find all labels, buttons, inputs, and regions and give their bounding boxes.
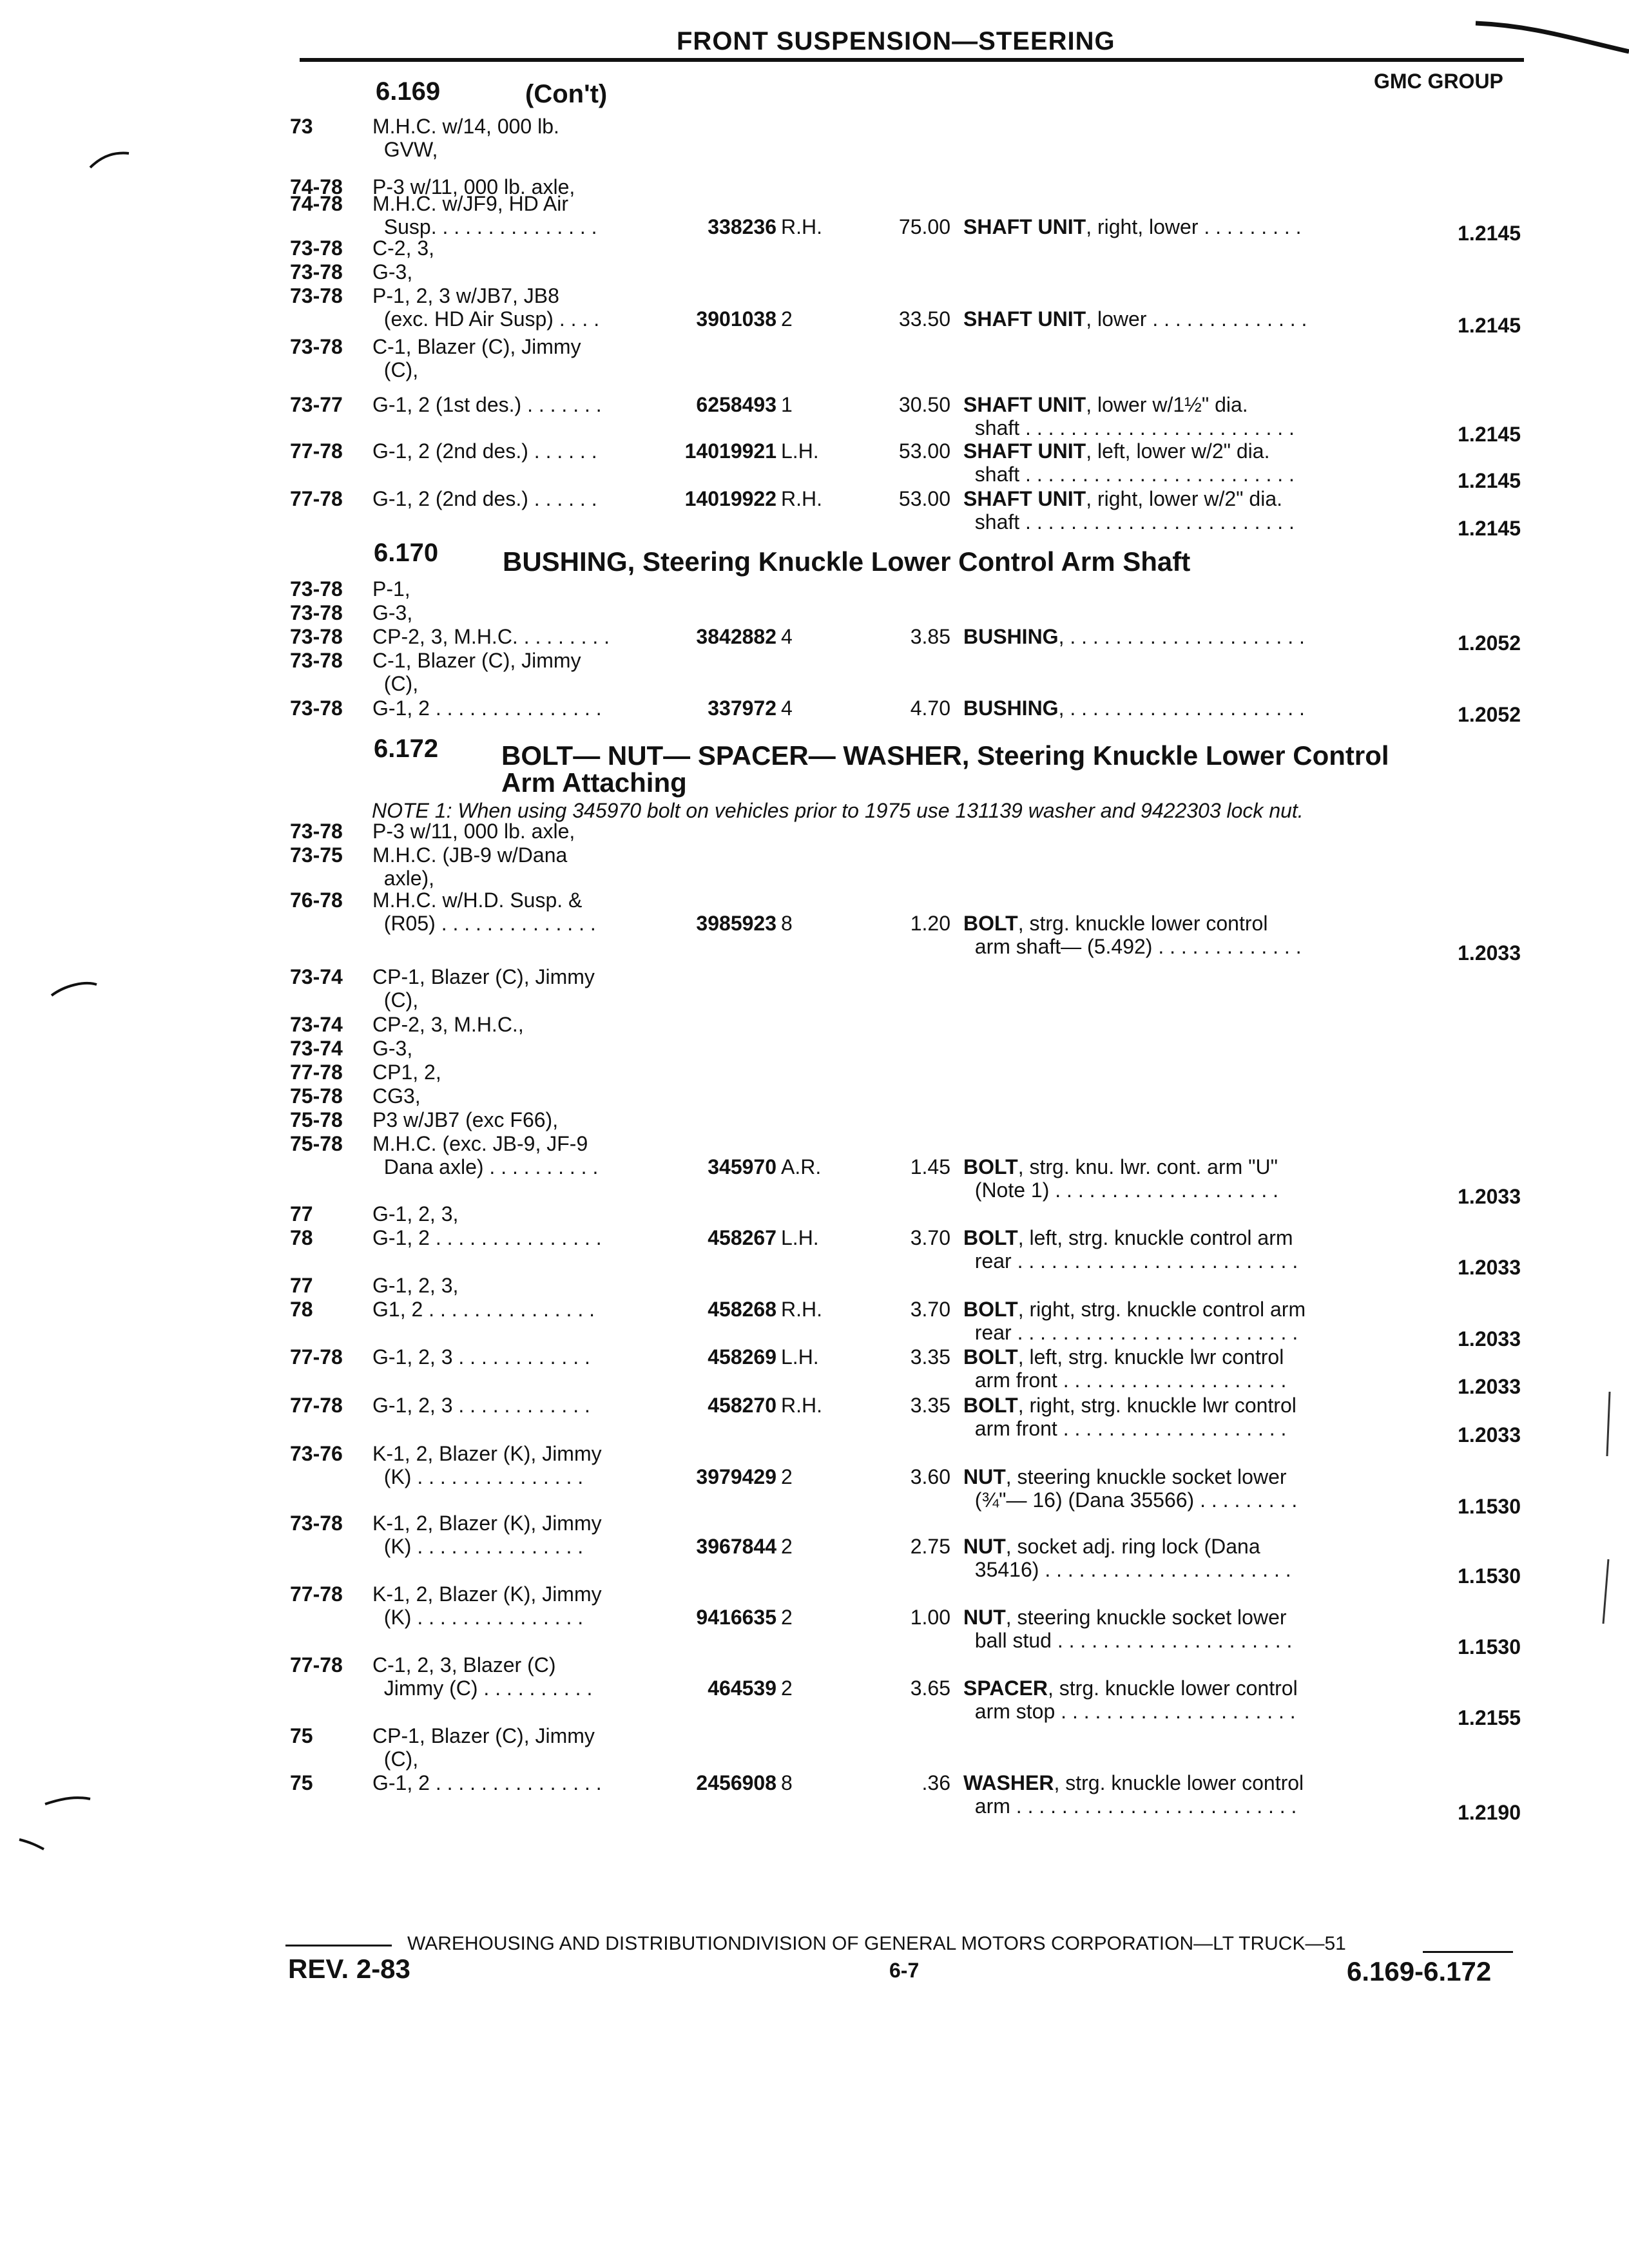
quantity: L.H. — [781, 1345, 819, 1369]
section-number-6169: 6.169 — [376, 77, 441, 106]
part-number: 458267 — [708, 1226, 776, 1249]
model-years: 78 — [290, 1298, 313, 1321]
list-price: 3.85 — [910, 625, 950, 648]
application: P-1, — [372, 577, 410, 601]
application: C-1, Blazer (C), Jimmy (C), — [372, 649, 581, 695]
model-years: 73-77 — [290, 393, 343, 416]
application: G-3, — [372, 601, 413, 624]
list-price: 3.35 — [910, 1345, 950, 1369]
quantity: A.R. — [781, 1155, 822, 1178]
catalog-number: 1.2033 — [1458, 941, 1521, 965]
part-name: SPACER — [963, 1677, 1048, 1700]
catalog-number: 1.1530 — [1458, 1495, 1521, 1518]
application: G-1, 2 . . . . . . . . . . . . . . . — [372, 1771, 602, 1794]
part-number: 6258493 — [696, 393, 776, 416]
application: G-1, 2 (2nd des.) . . . . . . — [372, 487, 597, 510]
catalog-number: 1.2155 — [1458, 1706, 1521, 1729]
application: G-1, 2 (2nd des.) . . . . . . — [372, 439, 597, 463]
list-price: 3.70 — [910, 1298, 950, 1321]
quantity: R.H. — [781, 215, 822, 238]
model-years: 77-78 — [290, 487, 343, 510]
application: K-1, 2, Blazer (K), Jimmy (K) . . . . . . . . . . . . . . . — [372, 1512, 602, 1558]
model-years: 73-78 — [290, 260, 343, 284]
part-detail: , left, strg. knuckle lwr control arm front . . . . . . . . . . . . . . . . . . . . — [974, 1345, 1287, 1392]
application: CP-2, 3, M.H.C., — [372, 1013, 524, 1036]
model-years: 74-78 — [290, 192, 343, 215]
part-name: BOLT — [963, 1298, 1018, 1321]
part-name: SHAFT UNIT — [963, 487, 1086, 510]
quantity: 2 — [781, 1606, 793, 1629]
list-price: 3.70 — [910, 1226, 950, 1249]
application: G1, 2 . . . . . . . . . . . . . . . — [372, 1298, 595, 1321]
footer-page-number: 6-7 — [889, 1959, 920, 1982]
catalog-number: 1.2145 — [1458, 222, 1521, 245]
list-price: 1.45 — [910, 1155, 950, 1178]
model-years: 78 — [290, 1226, 313, 1249]
application: CP-2, 3, M.H.C. . . . . . . . . — [372, 625, 610, 648]
list-price: 3.60 — [910, 1465, 950, 1488]
part-detail: , socket adj. ring lock (Dana 35416) . . . . . . . . . . . . . . . . . . . . . . — [974, 1535, 1291, 1581]
application: G-1, 2, 3, — [372, 1274, 459, 1297]
application: M.H.C. w/14, 000 lb. GVW, — [372, 115, 559, 161]
quantity: R.H. — [781, 1298, 822, 1321]
part-name: SHAFT UNIT — [963, 439, 1086, 463]
part-number: 3985923 — [696, 912, 776, 935]
list-price: .36 — [921, 1771, 950, 1794]
model-years: 73-78 — [290, 236, 343, 260]
quantity: L.H. — [781, 1226, 819, 1249]
catalog-number: 1.2052 — [1458, 703, 1521, 726]
application: CG3, — [372, 1084, 421, 1108]
model-years: 73-78 — [290, 820, 343, 843]
model-years: 73-74 — [290, 965, 343, 988]
application: G-1, 2, 3, — [372, 1202, 459, 1225]
list-price: 1.20 — [910, 912, 950, 935]
list-price: 1.00 — [910, 1606, 950, 1629]
model-years: 73-75 — [290, 843, 343, 867]
part-detail: , lower w/1½" dia. shaft . . . . . . . . . . . . . . . . . . . . . . . . — [974, 393, 1295, 439]
model-years: 75-78 — [290, 1084, 343, 1108]
part-name: NUT — [963, 1606, 1006, 1629]
application: G-1, 2, 3 . . . . . . . . . . . . — [372, 1345, 590, 1369]
part-name: SHAFT UNIT — [963, 307, 1086, 331]
quantity: R.H. — [781, 1394, 822, 1417]
part-number: 3967844 — [696, 1535, 776, 1558]
part-number: 458270 — [708, 1394, 776, 1417]
model-years: 77-78 — [290, 1061, 343, 1084]
part-name: BOLT — [963, 1345, 1018, 1369]
model-years: 73-78 — [290, 625, 343, 648]
part-detail: , strg. knuckle lower control arm shaft— (5.492) . . . . . . . . . . . . . — [974, 912, 1302, 958]
model-years: 77-78 — [290, 1653, 343, 1677]
catalog-number: 1.1530 — [1458, 1635, 1521, 1658]
model-years: 73-78 — [290, 1512, 343, 1535]
application: M.H.C. (JB-9 w/Dana axle), — [372, 843, 568, 890]
catalog-number: 1.1530 — [1458, 1564, 1521, 1588]
quantity: 2 — [781, 1465, 793, 1488]
part-detail: , right, lower w/2" dia. shaft . . . . . . . . . . . . . . . . . . . . . . . . — [974, 487, 1295, 533]
catalog-number: 1.2033 — [1458, 1185, 1521, 1208]
model-years: 73-78 — [290, 577, 343, 601]
application: P-3 w/11, 000 lb. axle, — [372, 175, 575, 198]
quantity: 4 — [781, 697, 793, 720]
part-detail: , strg. knuckle lower control arm stop . . . . . . . . . . . . . . . . . . . . . — [974, 1677, 1298, 1723]
part-number: 3901038 — [696, 307, 776, 331]
application: G-1, 2 . . . . . . . . . . . . . . . — [372, 1226, 602, 1249]
part-name: NUT — [963, 1465, 1006, 1488]
model-years: 77-78 — [290, 1345, 343, 1369]
part-detail: , . . . . . . . . . . . . . . . . . . . . . — [1058, 697, 1305, 720]
part-number: 14019921 — [684, 439, 776, 463]
model-years: 77 — [290, 1274, 313, 1297]
part-name: BOLT — [963, 1155, 1018, 1178]
list-price: 53.00 — [898, 439, 950, 463]
catalog-number: 1.2033 — [1458, 1375, 1521, 1398]
list-price: 3.65 — [910, 1677, 950, 1700]
quantity: R.H. — [781, 487, 822, 510]
application: CP-1, Blazer (C), Jimmy (C), — [372, 965, 595, 1012]
quantity: 2 — [781, 1677, 793, 1700]
list-price: 33.50 — [898, 307, 950, 331]
application: K-1, 2, Blazer (K), Jimmy (K) . . . . . . . . . . . . . . . — [372, 1442, 602, 1488]
part-detail: , left, strg. knuckle control arm rear . . . . . . . . . . . . . . . . . . . . . . . . . — [974, 1226, 1298, 1273]
list-price: 2.75 — [910, 1535, 950, 1558]
model-years: 75 — [290, 1771, 313, 1794]
model-years: 73-74 — [290, 1037, 343, 1060]
model-years: 73-78 — [290, 601, 343, 624]
part-number: 3842882 — [696, 625, 776, 648]
catalog-number: 1.2052 — [1458, 631, 1521, 655]
footer-revision: REV. 2-83 — [288, 1954, 410, 1984]
catalog-number: 1.2033 — [1458, 1256, 1521, 1279]
model-years: 73-78 — [290, 649, 343, 672]
part-number: 337972 — [708, 697, 776, 720]
model-years: 75-78 — [290, 1108, 343, 1131]
application: G-3, — [372, 260, 413, 284]
application: G-3, — [372, 1037, 413, 1060]
part-detail: , left, lower w/2" dia. shaft . . . . . . . . . . . . . . . . . . . . . . . . — [974, 439, 1295, 486]
quantity: 8 — [781, 1771, 793, 1794]
application: CP1, 2, — [372, 1061, 441, 1084]
application: G-1, 2, 3 . . . . . . . . . . . . — [372, 1394, 590, 1417]
part-number: 345970 — [708, 1155, 776, 1178]
part-name: BUSHING — [963, 697, 1059, 720]
part-detail: , right, strg. knuckle control arm rear . . . . . . . . . . . . . . . . . . . . . . . . . — [974, 1298, 1306, 1344]
list-price: 3.35 — [910, 1394, 950, 1417]
model-years: 77-78 — [290, 1394, 343, 1417]
part-detail: , right, strg. knuckle lwr control arm front . . . . . . . . . . . . . . . . . . . . — [974, 1394, 1296, 1440]
application: P-3 w/11, 000 lb. axle, — [372, 820, 575, 843]
model-years: 73-76 — [290, 1442, 343, 1465]
part-name: WASHER — [963, 1771, 1054, 1794]
model-years: 75 — [290, 1724, 313, 1747]
catalog-number: 1.2033 — [1458, 1327, 1521, 1350]
part-name: SHAFT UNIT — [963, 393, 1086, 416]
catalog-number: 1.2145 — [1458, 314, 1521, 337]
list-price: 30.50 — [898, 393, 950, 416]
model-years: 77 — [290, 1202, 313, 1225]
model-years: 73-78 — [290, 284, 343, 307]
application: M.H.C. w/JF9, HD Air Susp. . . . . . . . . . . . . . . — [372, 192, 597, 238]
quantity: 2 — [781, 1535, 793, 1558]
section-number-6172: 6.172 — [374, 735, 439, 763]
catalog-number: 1.2190 — [1458, 1801, 1521, 1824]
application: C-1, 2, 3, Blazer (C) Jimmy (C) . . . . . . . . . . — [372, 1653, 593, 1700]
part-detail: , strg. knuckle lower control arm . . . . . . . . . . . . . . . . . . . . . . . . . — [974, 1771, 1304, 1818]
part-number: 458269 — [708, 1345, 776, 1369]
catalog-number: 1.2145 — [1458, 517, 1521, 540]
model-years: 75-78 — [290, 1132, 343, 1155]
application: P-1, 2, 3 w/JB7, JB8 (exc. HD Air Susp) . . . . — [372, 284, 600, 331]
model-years: 73-78 — [290, 697, 343, 720]
group-label: GMC GROUP — [1374, 70, 1503, 93]
part-name: BOLT — [963, 1226, 1018, 1249]
list-price: 53.00 — [898, 487, 950, 510]
part-detail: , . . . . . . . . . . . . . . . . . . . . . — [1058, 625, 1305, 648]
model-years: 77-78 — [290, 1582, 343, 1606]
quantity: 2 — [781, 307, 793, 331]
quantity: L.H. — [781, 439, 819, 463]
footer-division: WAREHOUSING AND DISTRIBUTIONDIVISION OF GENERAL MOTORS CORPORATION—LT TRUCK—51 — [407, 1933, 1346, 1954]
part-name: NUT — [963, 1535, 1006, 1558]
part-detail: , lower . . . . . . . . . . . . . . — [1086, 307, 1307, 331]
catalog-number: 1.2145 — [1458, 469, 1521, 492]
footer-section-range: 6.169-6.172 — [1347, 1956, 1492, 1986]
part-name: BUSHING — [963, 625, 1059, 648]
model-years: 74-78 — [290, 175, 343, 198]
quantity: 4 — [781, 625, 793, 648]
application: P3 w/JB7 (exc F66), — [372, 1108, 559, 1131]
quantity: 1 — [781, 393, 793, 416]
quantity: 8 — [781, 912, 793, 935]
application: G-1, 2 (1st des.) . . . . . . . — [372, 393, 602, 416]
list-price: 75.00 — [898, 215, 950, 238]
application: K-1, 2, Blazer (K), Jimmy (K) . . . . . . . . . . . . . . . — [372, 1582, 602, 1629]
part-name: SHAFT UNIT — [963, 215, 1086, 238]
part-detail: , steering knuckle socket lower ball stud . . . . . . . . . . . . . . . . . . . . . — [974, 1606, 1293, 1652]
part-number: 2456908 — [696, 1771, 776, 1794]
part-name: BOLT — [963, 912, 1018, 935]
application: CP-1, Blazer (C), Jimmy (C), — [372, 1724, 595, 1771]
part-number: 14019922 — [684, 487, 776, 510]
catalog-number: 1.2033 — [1458, 1423, 1521, 1446]
section-note: NOTE 1: When using 345970 bolt on vehicles prior to 1975 use 131139 washer and 9422303 lock nut. — [372, 799, 1304, 822]
section-title-6170: BUSHING, Steering Knuckle Lower Control Arm Shaft — [503, 546, 1191, 577]
part-number: 338236 — [708, 215, 776, 238]
part-name: BOLT — [963, 1394, 1018, 1417]
section-title-6169: (Con't) — [525, 80, 608, 108]
part-number: 464539 — [708, 1677, 776, 1700]
list-price: 4.70 — [910, 697, 950, 720]
section-title-6172: BOLT— NUT— SPACER— WASHER, Steering Knuckle Lower Control Arm Attaching — [501, 740, 1389, 798]
application: C-2, 3, — [372, 236, 435, 260]
part-detail: , steering knuckle socket lower (¾"— 16) (Dana 35566) . . . . . . . . . — [974, 1465, 1298, 1512]
part-number: 3979429 — [696, 1465, 776, 1488]
application: G-1, 2 . . . . . . . . . . . . . . . — [372, 697, 602, 720]
catalog-number: 1.2145 — [1458, 423, 1521, 446]
model-years: 73 — [290, 115, 313, 138]
application: C-1, Blazer (C), Jimmy (C), — [372, 335, 581, 381]
section-number-6170: 6.170 — [374, 539, 439, 567]
part-number: 9416635 — [696, 1606, 776, 1629]
model-years: 73-74 — [290, 1013, 343, 1036]
page-title: FRONT SUSPENSION—STEERING — [677, 27, 1115, 55]
application: M.H.C. w/H.D. Susp. & (R05) . . . . . . . . . . . . . . — [372, 889, 596, 935]
model-years: 77-78 — [290, 439, 343, 463]
part-number: 458268 — [708, 1298, 776, 1321]
application: M.H.C. (exc. JB-9, JF-9 Dana axle) . . . . . . . . . . — [372, 1132, 599, 1178]
model-years: 76-78 — [290, 889, 343, 912]
model-years: 73-78 — [290, 335, 343, 358]
part-detail: , strg. knu. lwr. cont. arm "U" (Note 1) . . . . . . . . . . . . . . . . . . . . — [974, 1155, 1278, 1202]
part-detail: , right, lower . . . . . . . . . — [1086, 215, 1302, 238]
